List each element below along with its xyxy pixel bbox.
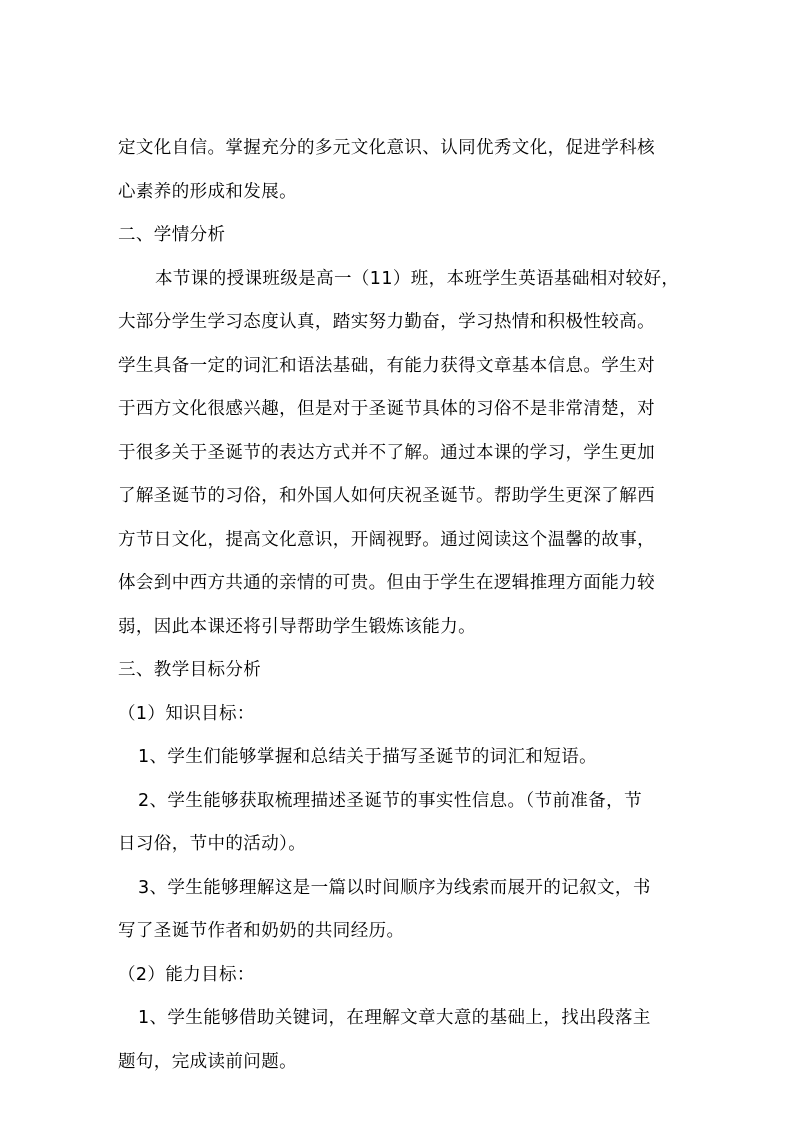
text-line: 于很多关于圣诞节的表达方式并不了解。通过本课的学习，学生更加: [118, 443, 655, 463]
text-line: 于西方文化很感兴趣，但是对于圣诞节具体的习俗不是非常清楚，对: [118, 399, 655, 419]
text-line: 了解圣诞节的习俗，和外国人如何庆祝圣诞节。帮助学生更深了解西: [118, 486, 655, 506]
text-line: 写了圣诞节作者和奶奶的共同经历。: [118, 921, 405, 941]
text-line: 日习俗，节中的活动）。: [118, 834, 307, 854]
list-item: 2、学生能够获取梳理描述圣诞节的事实性信息。（节前准备，节: [138, 791, 642, 811]
text-line: 学生具备一定的词汇和语法基础，有能力获得文章基本信息。学生对: [118, 356, 655, 376]
list-item: 1、学生能够借助关键词，在理解文章大意的基础上，找出段落主: [138, 1008, 651, 1028]
text-line: 弱，因此本课还将引导帮助学生锻炼该能力。: [118, 617, 476, 637]
list-item: 1、学生们能够掌握和总结关于描写圣诞节的词汇和短语。: [138, 747, 598, 767]
subheading-ability-objectives: （2）能力目标：: [118, 965, 255, 985]
list-item: 3、学生能够理解这是一篇以时间顺序为线索而展开的记叙文，书: [138, 878, 651, 898]
text-line: 本节课的授课班级是高一（11）班，本班学生英语基础相对较好，: [155, 269, 680, 289]
section-heading-teaching-objectives: 三、教学目标分析: [118, 660, 262, 680]
text-line: 定文化自信。掌握充分的多元文化意识、认同优秀文化，促进学科核: [118, 138, 655, 158]
text-line: 体会到中西方共通的亲情的可贵。但由于学生在逻辑推理方面能力较: [118, 573, 655, 593]
text-line: 方节日文化，提高文化意识，开阔视野。通过阅读这个温馨的故事，: [118, 530, 655, 550]
subheading-knowledge-objectives: （1）知识目标：: [118, 704, 255, 724]
text-line: 心素养的形成和发展。: [118, 182, 297, 202]
text-line: 题句，完成读前问题。: [118, 1052, 297, 1072]
text-line: 大部分学生学习态度认真，踏实努力勤奋，学习热情和积极性较高。: [118, 312, 655, 332]
section-heading-learner-analysis: 二、学情分析: [118, 225, 226, 245]
